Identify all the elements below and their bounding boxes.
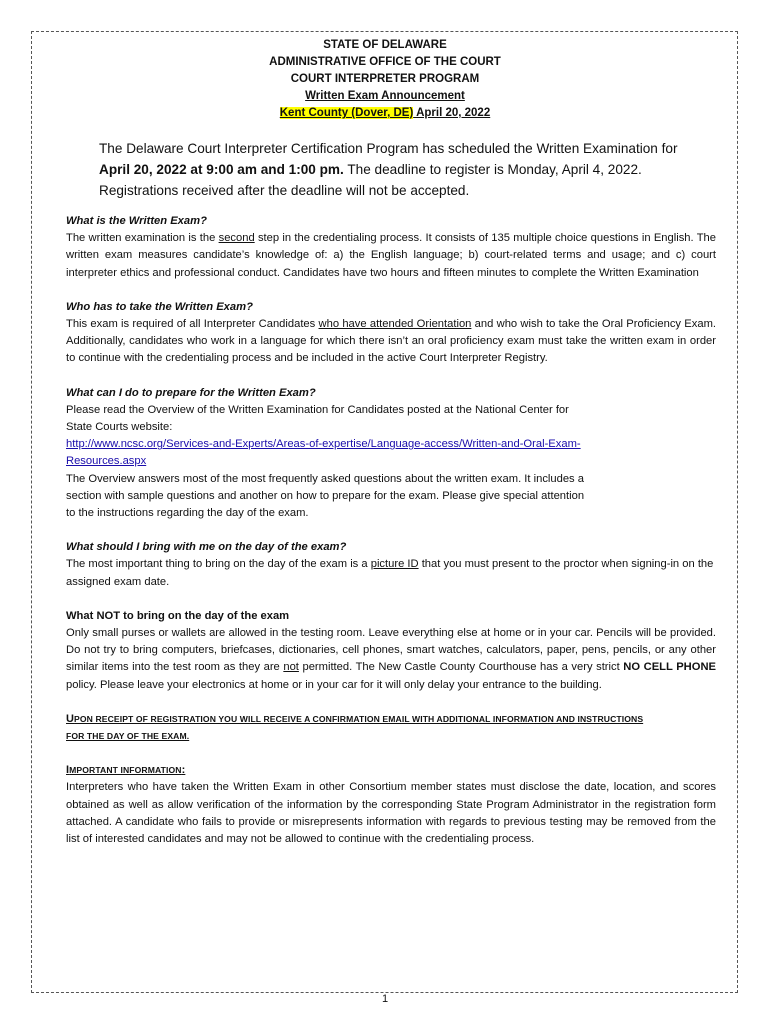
- page-number: 1: [381, 993, 389, 1005]
- header-state: STATE OF DELAWARE: [323, 39, 447, 51]
- prepare-line-4: section with sample questions and another on how to prepare for the exam. Please give special attention: [66, 489, 585, 502]
- ncsc-link-part-2[interactable]: Resources.aspx: [66, 455, 147, 468]
- bold-text: NO CELL PHONE: [623, 661, 716, 674]
- prepare-line-2: State Courts website:: [66, 421, 173, 434]
- intro-text-b: The deadline to register is Monday, April 4, 2022. Registrations received after the deadline will not be accepted.: [99, 162, 642, 198]
- small-caps-initial: U: [66, 712, 75, 725]
- registration-notice: [66, 711, 716, 728]
- section-text-what-is: [66, 230, 716, 282]
- text-run: step in the credentialing process. It consists of 135 multiple choice questions in English. The written exam measures candidate’s knowledge of: a) the English language; b) court-related terms and usage; and c) court interpreter ethics and professional conduct. Candidates have two hours and fifteen minutes to complete the Written Examination: [66, 232, 716, 279]
- underlined-text: who have attended Orientation: [318, 318, 472, 331]
- section-text-not-bring: [66, 625, 716, 694]
- header-title: Written Exam Announcement: [305, 90, 465, 102]
- text-run: This exam is required of all Interpreter Candidates: [66, 318, 319, 331]
- document-body: [66, 213, 716, 848]
- text-run: that you must present to the proctor when signing-in on the assigned exam date.: [66, 558, 714, 588]
- header-office: ADMINISTRATIVE OFFICE OF THE COURT: [269, 56, 501, 68]
- document-header: [0, 37, 770, 122]
- intro-text-a: The Delaware Court Interpreter Certification Program has scheduled the Written Examination for: [99, 141, 678, 156]
- ncsc-link[interactable]: [66, 436, 716, 453]
- underlined-text: picture ID: [370, 558, 419, 571]
- important-heading: [66, 762, 716, 779]
- text-run: permitted. The New Castle County Courthouse has a very strict: [298, 661, 624, 674]
- section-text-who: [66, 316, 716, 368]
- ncsc-link-line-2[interactable]: [66, 453, 716, 470]
- highlighted-location: Kent County (Dover, DE): [279, 107, 414, 119]
- section-heading-what-is: What is the Written Exam?: [66, 215, 207, 227]
- small-caps-initial: I: [66, 764, 70, 777]
- section-heading-not-bring: What NOT to bring on the day of the exam: [66, 609, 290, 622]
- text-run: The written examination is the: [66, 232, 219, 245]
- prepare-line-3: The Overview answers most of the most frequently asked questions about the written exam. It includes a: [66, 472, 584, 485]
- important-heading-text: MPORTANT INFORMATION: [69, 765, 182, 776]
- exam-date: April 20, 2022: [413, 107, 491, 119]
- text-run: Only small purses or wallets are allowed in the testing room. Leave everything else at home or in your car. Pencils will be provided. Do not try to bring computers, briefcases, dictionaries, cell phones, smart watches, calculators, paper, pens, pencils, or any other similar items into the test room as they are: [66, 627, 716, 674]
- section-heading-who: Who has to take the Written Exam?: [66, 300, 253, 313]
- header-program: COURT INTERPRETER PROGRAM: [290, 73, 480, 85]
- intro-exam-times: April 20, 2022 at 9:00 am and 1:00 pm.: [99, 162, 344, 177]
- prepare-line-5: to the instructions regarding the day of the exam.: [66, 507, 309, 520]
- text-run: The most important thing to bring on the day of the exam is a: [66, 558, 371, 571]
- text-run: policy. Please leave your electronics at home or in your car for it will only delay your entrance to the building.: [66, 678, 602, 691]
- registration-notice-line-2: FOR THE DAY OF THE EXAM.: [66, 731, 190, 742]
- header-location-date: [0, 105, 770, 122]
- ncsc-link-part-1[interactable]: http://www.ncsc.org/Services-and-Experts/Areas-of-expertise/Language-access/Written-and-Oral-Exam-: [66, 438, 581, 451]
- underlined-text: not: [283, 661, 299, 674]
- intro-paragraph: [99, 138, 679, 201]
- text-run: and who wish to take the Oral Proficiency Exam. Additionally, candidates who work in a language for which there isn’t an oral proficiency exam must take the written exam in order to continue with the credentialing process and be included in the active Court Interpreter Registry.: [66, 318, 716, 365]
- important-text: Interpreters who have taken the Written Exam in other Consortium member states must disclose the date, location, and scores obtained as well as allow verification of the information by the corresponding State Program Administrator in the registration form attached. A candidate who fails to provide or misrepresents information with regards to previous testing may be removed from the list of interested candidates and may not be allowed to continue with the credentialing process.: [66, 781, 716, 846]
- section-heading-prepare: What can I do to prepare for the Written Exam?: [66, 386, 316, 399]
- underlined-text: second: [218, 232, 255, 245]
- prepare-line-1: Please read the Overview of the Written Examination for Candidates posted at the National Center for: [66, 403, 569, 416]
- section-heading-bring: What should I bring with me on the day of the exam?: [66, 541, 347, 554]
- notice-line-1: PON RECEIPT OF REGISTRATION YOU WILL RECEIVE A CONFIRMATION EMAIL WITH ADDITIONAL INFORMATION AND INSTRUCTIONS: [74, 713, 644, 724]
- colon: :: [181, 764, 186, 777]
- section-text-bring: [66, 556, 716, 590]
